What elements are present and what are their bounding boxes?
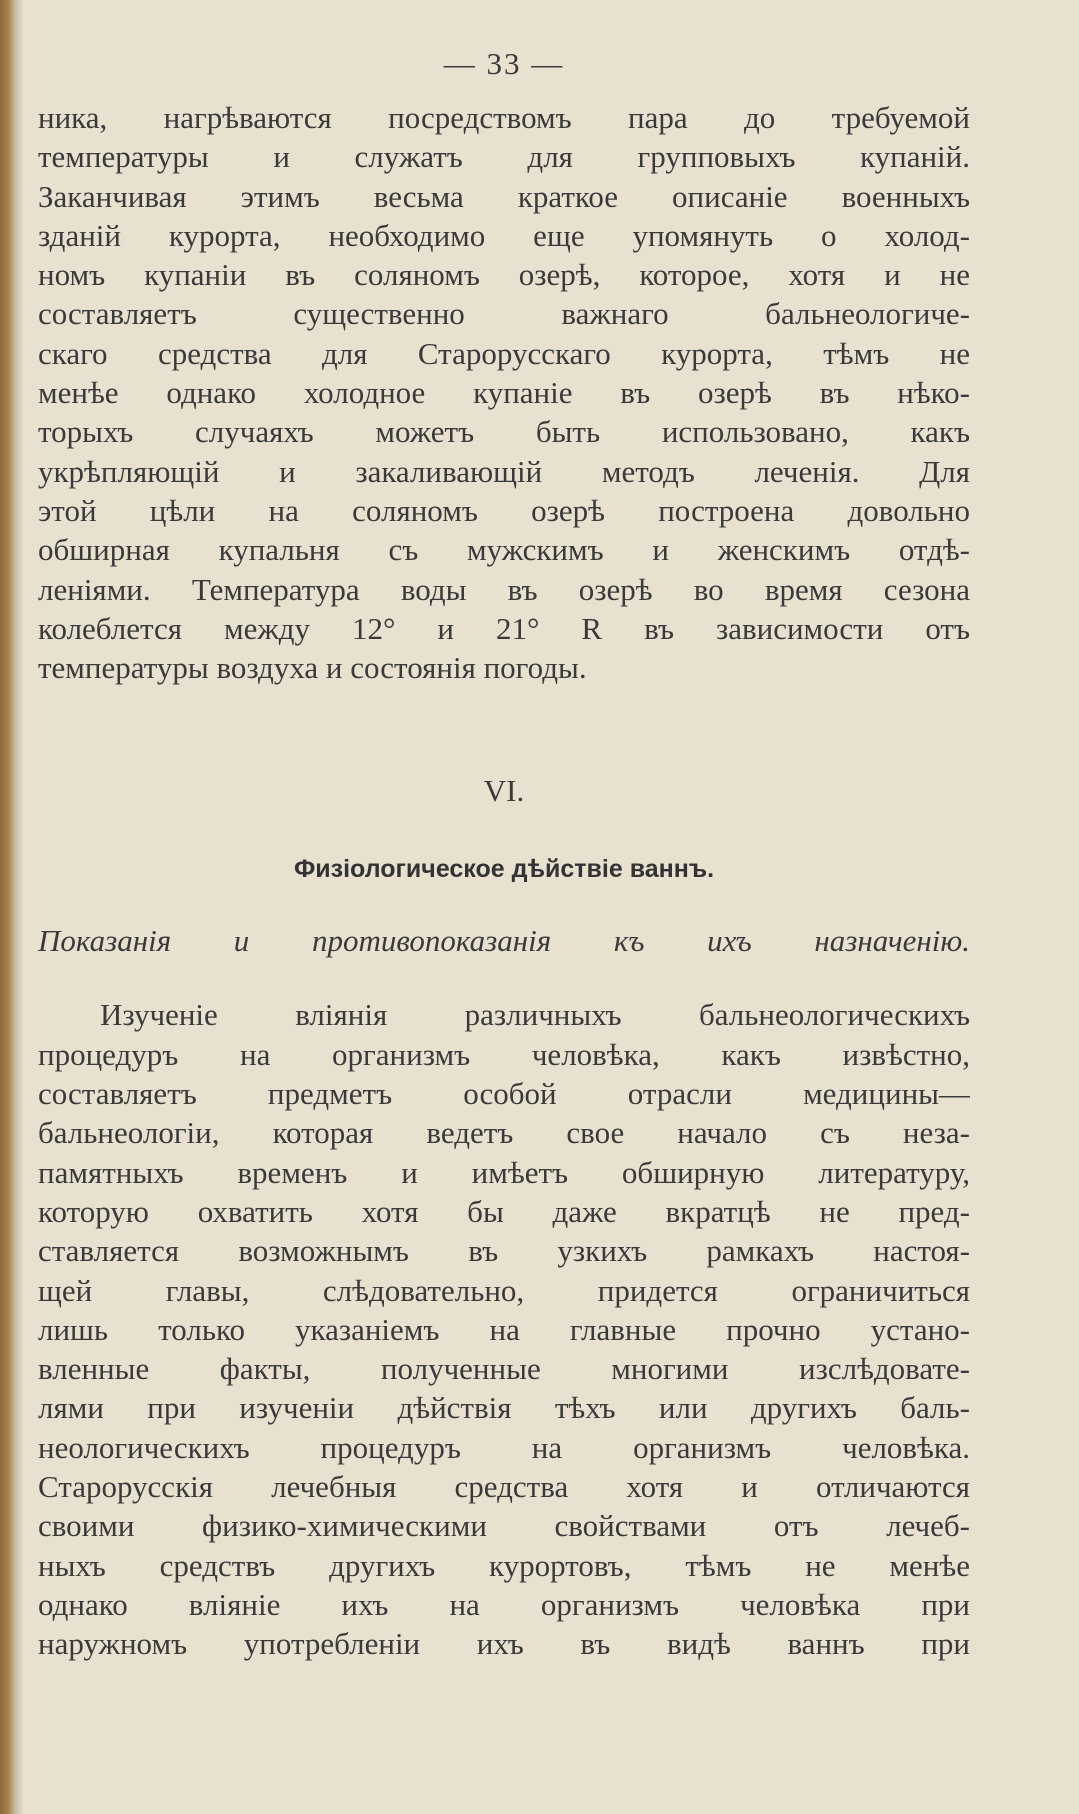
text-line: ныхъ средствъ другихъ курортовъ, тѣмъ не менѣе: [38, 1547, 970, 1583]
spine-shadow: [14, 0, 24, 1814]
text-line: однако вліяніе ихъ на организмъ человѣка при: [38, 1586, 970, 1622]
section-title: Физіологическое дѣйствіе ваннъ.: [293, 855, 715, 884]
text-line: неологическихъ процедуръ на организмъ человѣка.: [38, 1429, 970, 1465]
text-line: колеблется между 12° и 21° R въ зависимости отъ: [38, 610, 970, 646]
section-subtitle: Показанія и противопоказанія къ ихъ назначенію.: [38, 923, 970, 959]
text-line: леніями. Температура воды въ озерѣ во время сезона: [38, 571, 970, 607]
text-line: бальнеологіи, которая ведетъ свое начало съ неза-: [38, 1115, 970, 1151]
book-page: [38, 40, 970, 1664]
text-line: процедуръ на организмъ человѣка, какъ извѣстно,: [38, 1036, 970, 1072]
text-line: менѣе однако холодное купаніе въ озерѣ въ нѣко-: [38, 375, 970, 411]
text-line: лишь только указаніемъ на главные прочно устано-: [38, 1311, 970, 1347]
paragraph-1: [38, 98, 970, 687]
page-number: — 33 —: [443, 46, 565, 81]
paragraph-2: [38, 995, 970, 1663]
section-number: VI.: [483, 773, 525, 809]
text-line: температуры и служатъ для групповыхъ купаній.: [38, 139, 970, 175]
text-line: лями при изученіи дѣйствія тѣхъ или другихъ баль-: [38, 1390, 970, 1426]
text-line: щей главы, слѣдовательно, придется ограничиться: [38, 1272, 970, 1308]
text-line: номъ купаніи въ соляномъ озерѣ, которое, хотя и не: [38, 257, 970, 293]
text-line: торыхъ случаяхъ можетъ быть использовано, какъ: [38, 414, 970, 450]
text-line: которую охватить хотя бы даже вкратцѣ не пред-: [38, 1193, 970, 1229]
book-spine: [0, 0, 14, 1814]
text-line: Заканчивая этимъ весьма краткое описаніе военныхъ: [38, 178, 970, 214]
text-line: составляетъ предметъ особой отрасли медицины—: [38, 1076, 970, 1112]
text-line: своими физико-химическими свойствами отъ лечеб-: [38, 1508, 970, 1544]
text-line: зданій курорта, необходимо еще упомянуть о холод-: [38, 217, 970, 253]
text-line: ника, нагрѣваются посредствомъ пара до требуемой: [38, 100, 970, 135]
text-line: вленные факты, полученные многими изслѣдовате-: [38, 1351, 970, 1387]
text-line: укрѣпляющій и закаливающій методъ леченія. Для: [38, 453, 970, 489]
text-line: температуры воздуха и состоянія погоды.: [38, 650, 587, 686]
text-line: обширная купальня съ мужскимъ и женскимъ отдѣ-: [38, 532, 970, 568]
text-line: памятныхъ временъ и имѣетъ обширную литературу,: [38, 1154, 970, 1190]
text-line: Изученіе вліянія различныхъ бальнеологическихъ: [100, 997, 970, 1033]
text-line: наружномъ употребленіи ихъ въ видѣ ваннъ при: [38, 1626, 970, 1662]
text-line: скаго средства для Старорусскаго курорта, тѣмъ не: [38, 335, 970, 371]
text-line: Старорусскія лечебныя средства хотя и отличаются: [38, 1469, 970, 1505]
text-line: этой цѣли на соляномъ озерѣ построена довольно: [38, 492, 970, 528]
text-line: составляетъ существенно важнаго бальнеологиче-: [38, 296, 970, 332]
text-line: ставляется возможнымъ въ узкихъ рамкахъ настоя-: [38, 1233, 970, 1269]
